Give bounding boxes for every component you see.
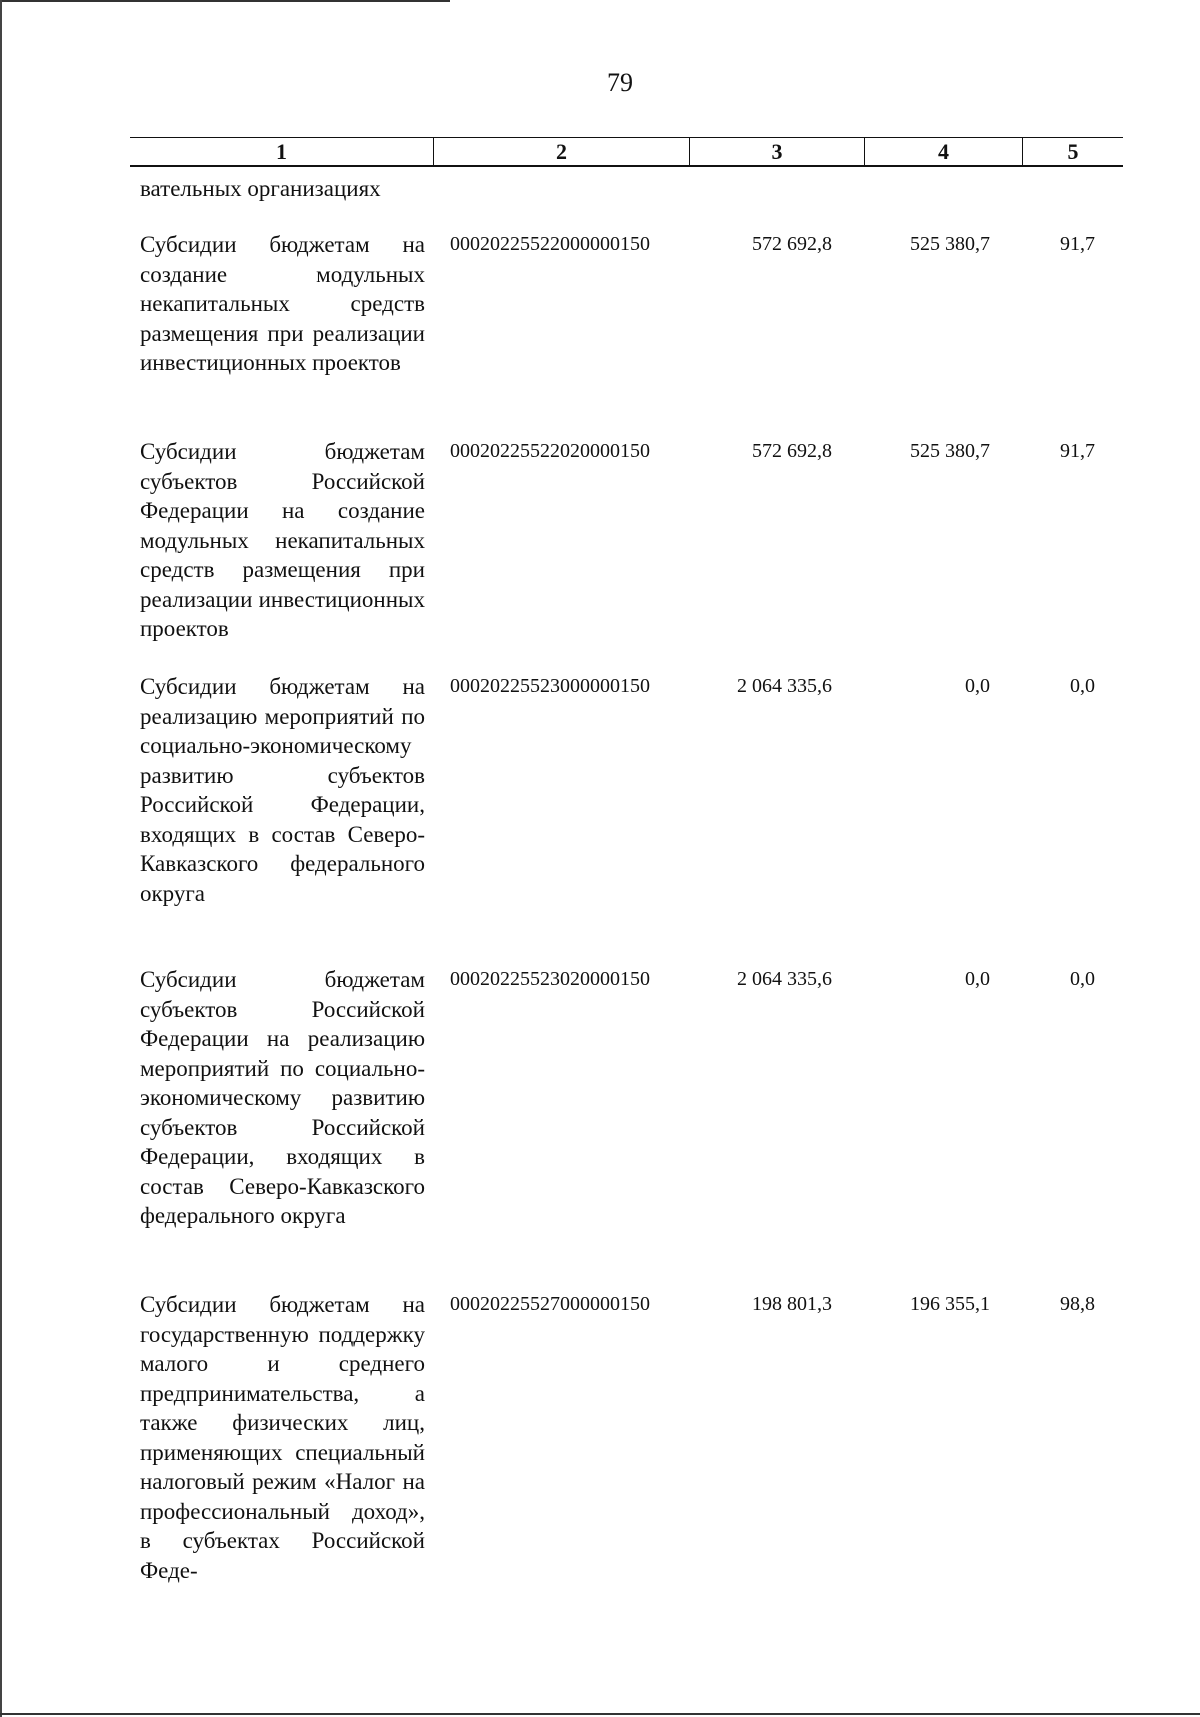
- header-col-1: 1: [276, 139, 287, 164]
- row-code: 00020225527000000150: [450, 1293, 650, 1315]
- row-code: 00020225523000000150: [450, 675, 650, 697]
- row-col4-value: 525 380,7: [910, 233, 990, 255]
- row-col4-value: 0,0: [965, 675, 990, 697]
- row-col5-value: 91,7: [1060, 440, 1095, 462]
- header-col-3: 3: [771, 139, 783, 164]
- header-col-4: 4: [938, 139, 949, 164]
- row-col3-value: 572 692,8: [752, 440, 832, 462]
- header-col-5: 5: [1067, 139, 1079, 164]
- header-bottom-rule: [130, 165, 1123, 167]
- row-col4-value: 196 355,1: [910, 1293, 990, 1315]
- row-col3-value: 2 064 335,6: [737, 968, 832, 990]
- row-col5-value: 0,0: [1070, 968, 1095, 990]
- row-col5-value: 91,7: [1060, 233, 1095, 255]
- continuation-text: вательных организациях: [140, 176, 381, 201]
- row-col3-value: 2 064 335,6: [737, 675, 832, 697]
- header-top-rule: [130, 137, 1123, 138]
- scan-border-top: [0, 0, 450, 2]
- row-description: Субсидии бюджетам на государственную поддержку малого и среднего предпринимательства, а также физических лиц, применяющих специальный налоговый режим «Налог на профессиональный доход», в субъектах Российской Феде-: [140, 1292, 425, 1583]
- row-description: Субсидии бюджетам субъектов Российской Федерации на создание модульных некапитальных средств размещения при реализации инвестиционных проектов: [140, 439, 425, 641]
- header-col-2: 2: [556, 139, 567, 164]
- scan-border-left: [0, 0, 2, 1717]
- row-col3-value: 572 692,8: [752, 233, 832, 255]
- row-col4-value: 0,0: [965, 968, 990, 990]
- page-number: 79: [607, 68, 633, 97]
- row-code: 00020225523020000150: [450, 968, 650, 990]
- scan-border-bottom: [0, 1713, 1200, 1715]
- row-description: Субсидии бюджетам субъектов Российской Федерации на реализацию мероприятий по социально-экономическому развитию субъектов Российской Федерации, входящих в состав Северо-Кавказского федерального округа: [140, 967, 425, 1228]
- row-col5-value: 0,0: [1070, 675, 1095, 697]
- row-description: Субсидии бюджетам на создание модульных некапитальных средств размещения при реализации инвестиционных проектов: [140, 232, 425, 375]
- row-col5-value: 98,8: [1060, 1293, 1095, 1315]
- row-code: 00020225522000000150: [450, 233, 650, 255]
- row-code: 00020225522020000150: [450, 440, 650, 462]
- row-col3-value: 198 801,3: [752, 1293, 832, 1315]
- row-col4-value: 525 380,7: [910, 440, 990, 462]
- row-description: Субсидии бюджетам на реализацию мероприятий по социально-экономическому развитию субъектов Российской Федерации, входящих в состав Северо-Кавказского федерального округа: [140, 674, 425, 906]
